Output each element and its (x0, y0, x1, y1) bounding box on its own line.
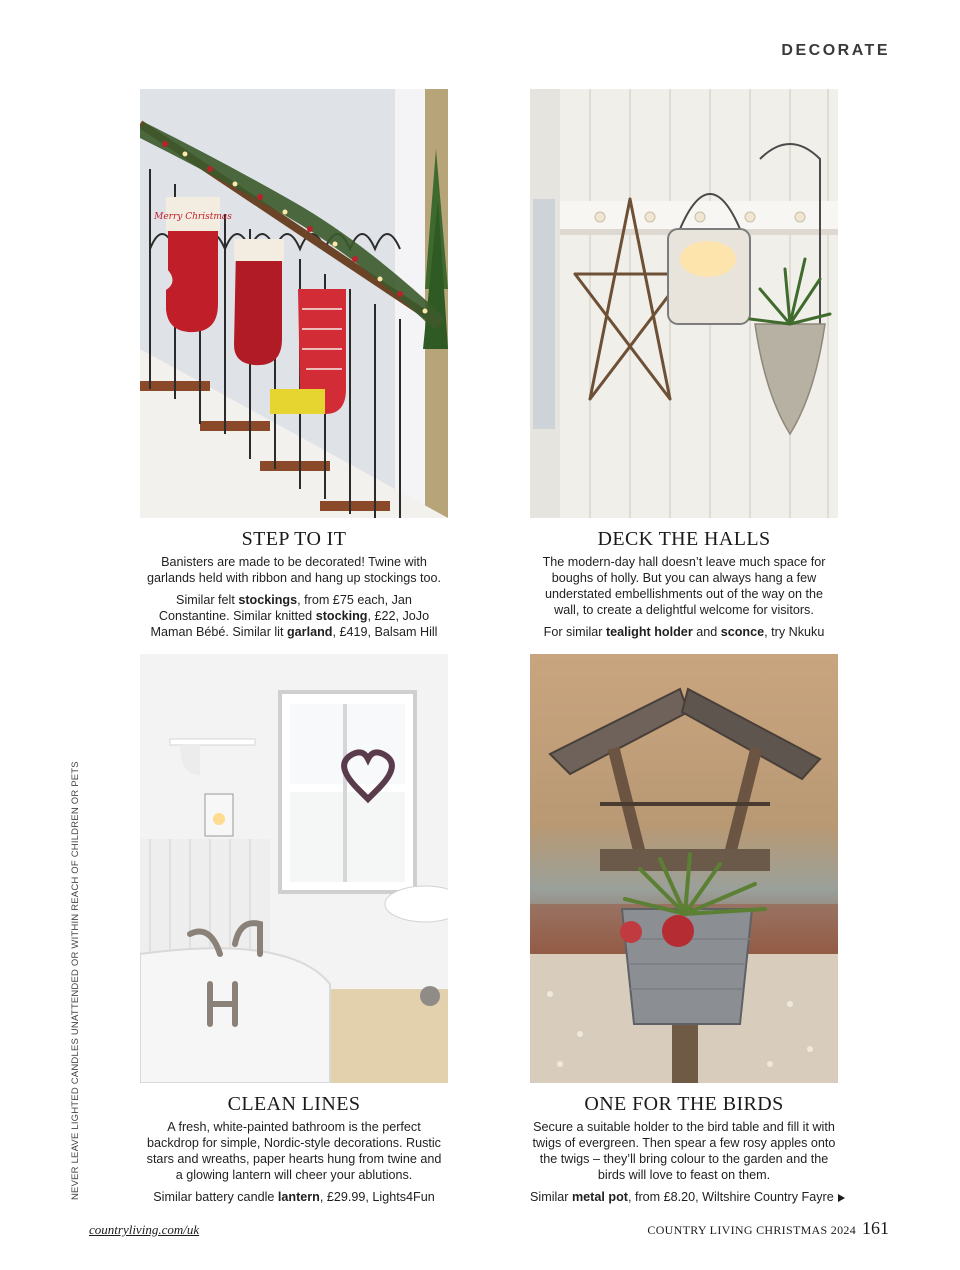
magazine-issue: COUNTRY LIVING CHRISTMAS 2024 (647, 1223, 856, 1237)
card-deck-the-halls (530, 89, 838, 640)
card-body: Secure a suitable holder to the bird table and fill it with twigs of evergreen. Then spear a few rosy apples onto the twigs – they’ll bring colour to the garden and the birds will love to feast on them. (532, 1120, 836, 1182)
card-title: CLEAN LINES (227, 1093, 361, 1115)
card-body: Banisters are made to be decorated! Twine with garlands held with ribbon and hang up stockings too. (146, 555, 442, 585)
product-name: stockings (238, 593, 298, 607)
card-body: The modern-day hall doesn’t leave much space for boughs of holly. But you can always hang a few understated embellishments out of the way on the wall, to create a delightful welcome for visitors. (542, 555, 826, 617)
website-link[interactable]: countryliving.com/uk (89, 1222, 200, 1237)
page-number: 161 (862, 1218, 889, 1238)
card-title: ONE FOR THE BIRDS (584, 1093, 784, 1115)
photo-staircase-stockings (140, 89, 448, 518)
credit-text: For similar (543, 625, 606, 639)
credit-text: Similar felt (176, 593, 239, 607)
section-label: DECORATE (781, 42, 890, 59)
photo-bird-table (530, 654, 838, 1083)
product-name: lantern (277, 1190, 320, 1204)
product-name: garland (286, 625, 333, 639)
credit-text: , £29.99, Lights4Fun (319, 1190, 435, 1204)
card-credit (140, 592, 448, 640)
credit-text: Similar battery candle (153, 1190, 278, 1204)
photo-hall-wall (530, 89, 838, 518)
credit-text: , from £75 each, Jan Constantine. Similar knitted (158, 593, 412, 623)
product-name: tealight holder (605, 625, 693, 639)
card-credit (530, 624, 838, 640)
credit-text: , from £8.20, Wiltshire Country Fayre (627, 1190, 834, 1204)
credit-text: , £419, Balsam Hill (332, 625, 438, 639)
credit-text: and (692, 625, 721, 639)
credit-text: Similar (530, 1190, 572, 1204)
card-clean-lines (140, 654, 448, 1205)
candle-safety-warning: NEVER LEAVE LIGHTED CANDLES UNATTENDED OR WITHIN REACH OF CHILDREN OR PETS (70, 761, 81, 1200)
card-title: STEP TO IT (241, 528, 347, 550)
arrow-right-icon (838, 1194, 845, 1202)
product-name: sconce (720, 625, 765, 639)
card-credit (530, 1189, 838, 1205)
card-one-for-the-birds (530, 654, 838, 1205)
photo-white-bathroom (140, 654, 448, 1083)
product-name: stocking (315, 609, 368, 623)
credit-text: , £22, JoJo Maman Bébé. Similar lit (150, 609, 430, 639)
product-name: metal pot (571, 1190, 628, 1204)
credit-text: , try Nkuku (764, 625, 825, 639)
stocking-text: Merry Christmas (154, 212, 232, 222)
card-title: DECK THE HALLS (597, 528, 771, 550)
card-body: A fresh, white-painted bathroom is the perfect backdrop for simple, Nordic-style decorations. Rustic stars and wreaths, paper hearts hung from twine and a glowing lantern will cheer your ablutions. (146, 1120, 442, 1182)
card-credit (140, 1189, 448, 1205)
card-step-to-it (140, 89, 448, 640)
